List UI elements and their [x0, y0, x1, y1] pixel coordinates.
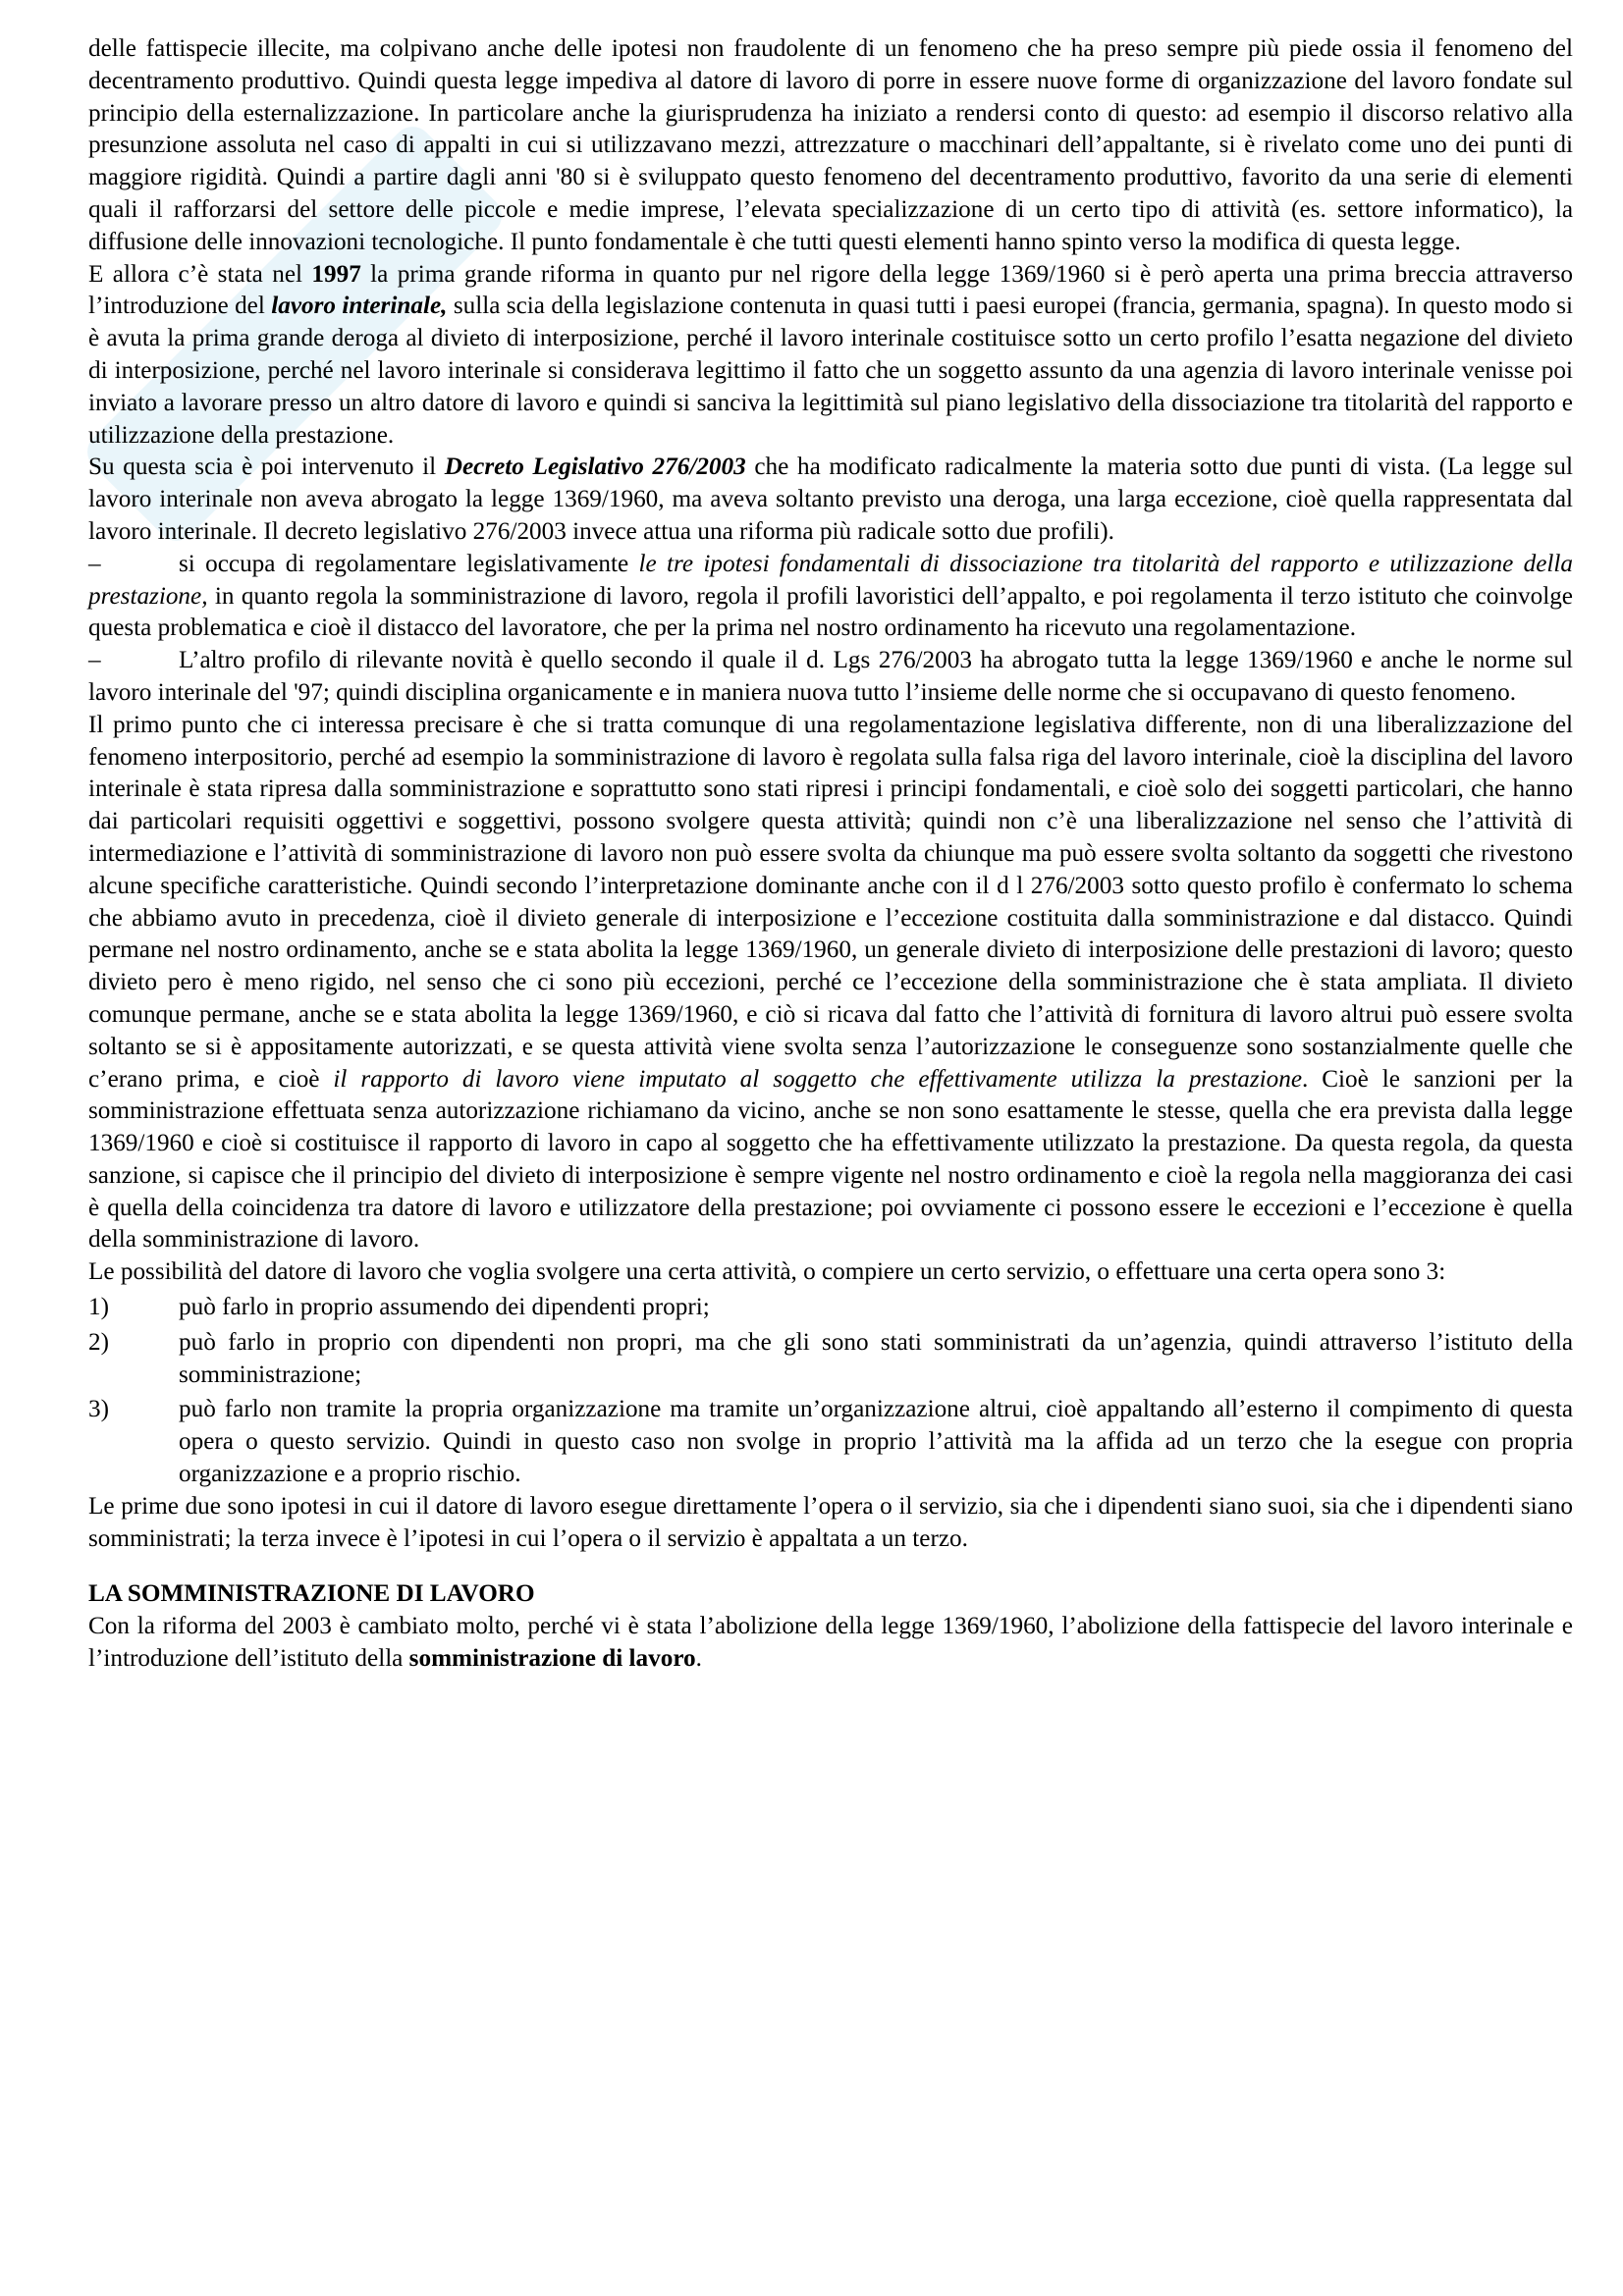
- italic-rapporto-imputato: il rapporto di lavoro viene imputato al soggetto che effettivamente utilizza la prestazione: [333, 1065, 1303, 1093]
- dash-item-second-profile: – L’altro profilo di rilevante novità è quello secondo il quale il d. Lgs 276/2003 ha abrogato tutta la legge 1369/1960 e anche le norme sul lavoro interinale del '97; quindi disciplina organicamente e in maniera nuova tutto l’insieme delle norme che si occupavano di questo fenomeno.: [88, 647, 1573, 706]
- term-lavoro-interinale: lavoro interinale,: [271, 293, 448, 320]
- list-number: 3): [88, 1396, 109, 1423]
- list-item: [88, 1394, 1573, 1490]
- term-somministrazione: somministrazione di lavoro: [408, 1645, 696, 1673]
- list-item: [88, 1292, 1573, 1324]
- dash-marker: –: [88, 550, 101, 577]
- paragraph-decreto-276: Su questa scia è poi intervenuto il Decreto Legislativo 276/2003 che ha modificato radicalmente la materia sotto due punti di vista. (La legge sul lavoro interinale non aveva abrogato la legge 1369/1960, ma aveva soltanto previsto una deroga, una larga eccezione, cioè quella rappresentata dal lavoro interinale. Il decreto legislativo 276/2003 invece attua una riforma più radicale sotto due profili).: [88, 454, 1573, 545]
- section-heading: LA SOMMINISTRAZIONE DI LAVORO: [88, 1580, 535, 1608]
- dash-item-first-profile: – si occupa di regolamentare legislativamente le tre ipotesi fondamentali di dissociazione tra titolarità del rapporto e utilizzazione della prestazione, in quanto regola la somministrazione di lavoro, regola il profili lavoristici dell’appalto, e poi regolamenta il terzo istituto che coinvolge questa problematica e cioè il distacco del lavoratore, che per la prima nel nostro ordinamento ha ricevuto una regolamentazione.: [88, 550, 1573, 642]
- list-text: può farlo in proprio con dipendenti non propri, ma che gli sono stati somministrati da un’agenzia, quindi attraverso l’istituto della somministrazione;: [179, 1328, 1573, 1388]
- list-number: 1): [88, 1294, 109, 1321]
- list-item: [88, 1327, 1573, 1392]
- paragraph-riforma-2003: Con la riforma del 2003 è cambiato molto, perché vi è stata l’abolizione della legge 1369/1960, l’abolizione della fattispecie del lavoro interinale e l’introduzione dell’istituto della somministrazione di lavoro.: [88, 1613, 1573, 1673]
- document-body: [88, 33, 1573, 1676]
- paragraph-prime-due: Le prime due sono ipotesi in cui il datore di lavoro esegue direttamente l’opera o il servizio, sia che i dipendenti siano suoi, sia che i dipendenti siano somministrati; la terza invece è l’ipotesi in cui l’opera o il servizio è appaltata a un terzo.: [88, 1492, 1573, 1552]
- list-number: 2): [88, 1328, 109, 1356]
- dash-marker: –: [88, 647, 101, 674]
- italic-tre-ipotesi: le tre ipotesi fondamentali di dissociazione tra titolarità del rapporto e utilizzazione della prestazione,: [88, 550, 1573, 610]
- paragraph-riforma-1997: E allora c’è stata nel 1997 la prima grande riforma in quanto pur nel rigore della legge 1369/1960 si è però aperta una prima breccia attraverso l’introduzione del lavoro interinale, sulla scia della legislazione contenuta in quasi tutti i paesi europei (francia, germania, spagna). In questo modo si è avuta la prima grande deroga al divieto di interposizione, perché il lavoro interinale costituisce sotto un certo profilo l’esatta negazione del divieto di interposizione, perché nel lavoro interinale si considerava legittimo il fatto che un soggetto assunto da una agenzia di lavoro interinale venisse poi inviato a lavorare presso un altro datore di lavoro e quindi si sanciva la legittimità sul piano legislativo della dissociazione tra titolarità del rapporto e utilizzazione della prestazione.: [88, 260, 1573, 449]
- paragraph-primo-punto: Il primo punto che ci interessa precisare è che si tratta comunque di una regolamentazione legislativa differente, non di una liberalizzazione del fenomeno interpositorio, perché ad esempio la somministrazione di lavoro è regolata sulla falsa riga del lavoro interinale, cioè la disciplina del lavoro interinale è stata ripresa dalla somministrazione e soprattutto sono stati ripresi i principi fondamentali, e cioè solo dei soggetti particolari, che hanno dai particolari requisiti oggettivi e soggettivi, possono svolgere questa attività; quindi non c’è una liberalizzazione nel senso che l’attività di intermediazione e l’attività di somministrazione di lavoro non può essere svolta da chiunque ma può essere svolta soltanto da soggetti che rivestono alcune specifiche caratteristiche. Quindi secondo l’interpretazione dominante anche con il d l 276/2003 sotto questo profilo è confermato lo schema che abbiamo avuto in precedenza, cioè il divieto generale di interposizione e l’eccezione costituita dalla somministrazione e dal distacco. Quindi permane nel nostro ordinamento, anche se e stata abolita la legge 1369/1960, un generale divieto di interposizione delle prestazioni di lavoro; questo divieto pero è meno rigido, nel senso che ci sono più eccezioni, perché ce l’eccezione della somministrazione che è stata ampliata. Il divieto comunque permane, anche se e stata abolita la legge 1369/1960, e ciò si ricava dal fatto che l’attività di fornitura di lavoro altrui può essere svolta soltanto se si è appositamente autorizzati, e se questa attività viene svolta senza l’autorizzazione le conseguenze sono sostanzialmente quelle che c’erano prima, e cioè il rapporto di lavoro viene imputato al soggetto che effettivamente utilizza la prestazione. Cioè le sanzioni per la somministrazione effettuata senza autorizzazione richiamano da vicino, anche se non sono esattamente le stesse, quella che era prevista dalla legge 1369/1960 e cioè si costituisce il rapporto di lavoro in capo al soggetto che ha effettivamente utilizzato la prestazione. Da questa regola, da questa sanzione, si capisce che il principio del divieto di interposizione è sempre vigente nel nostro ordinamento e cioè la regola nella maggioranza dei casi è quella della coincidenza tra datore di lavoro e utilizzatore della prestazione; poi ovviamente ci possono essere le eccezioni e l’eccezione è quella della somministrazione di lavoro.: [88, 711, 1573, 1254]
- list-text: può farlo non tramite la propria organizzazione ma tramite un’organizzazione altrui, cioè appaltando all’esterno il compimento di questa opera o questo servizio. Quindi in questo caso non svolge in proprio l’attività ma la affida ad un terzo che la esegue con propria organizzazione e a proprio rischio.: [179, 1396, 1573, 1488]
- year-1997: 1997: [311, 260, 361, 288]
- paragraph-decentramento: delle fattispecie illecite, ma colpivano anche delle ipotesi non fraudolente di un fenomeno che ha preso sempre più piede ossia il fenomeno del decentramento produttivo. Quindi questa legge impediva al datore di lavoro di porre in essere nuove forme di organizzazione del lavoro fondate sul principio della esternalizzazione. In particolare anche la giurisprudenza ha iniziato a rendersi conto di questo: ad esempio il discorso relativo alla presunzione assoluta nel caso di appalti in cui si utilizzavano mezzi, attrezzature o macchinari dell’appaltante, si è rivelato come uno dei punti di maggiore rigidità. Quindi a partire dagli anni '80 si è sviluppato questo fenomeno del decentramento produttivo, favorito da una serie di elementi quali il rafforzarsi del settore delle piccole e medie imprese, l’elevata specializzazione di un certo tipo di attività (es. settore informatico), la diffusione delle innovazioni tecnologiche. Il punto fondamentale è che tutti questi elementi hanno spinto verso la modifica di questa legge.: [88, 35, 1573, 255]
- list-text: può farlo in proprio assumendo dei dipendenti propri;: [179, 1294, 710, 1321]
- paragraph-possibilita: Le possibilità del datore di lavoro che voglia svolgere una certa attività, o compiere un certo servizio, o effettuare una certa opera sono 3:: [88, 1258, 1446, 1286]
- term-decreto-legislativo: Decreto Legislativo 276/2003: [444, 454, 746, 481]
